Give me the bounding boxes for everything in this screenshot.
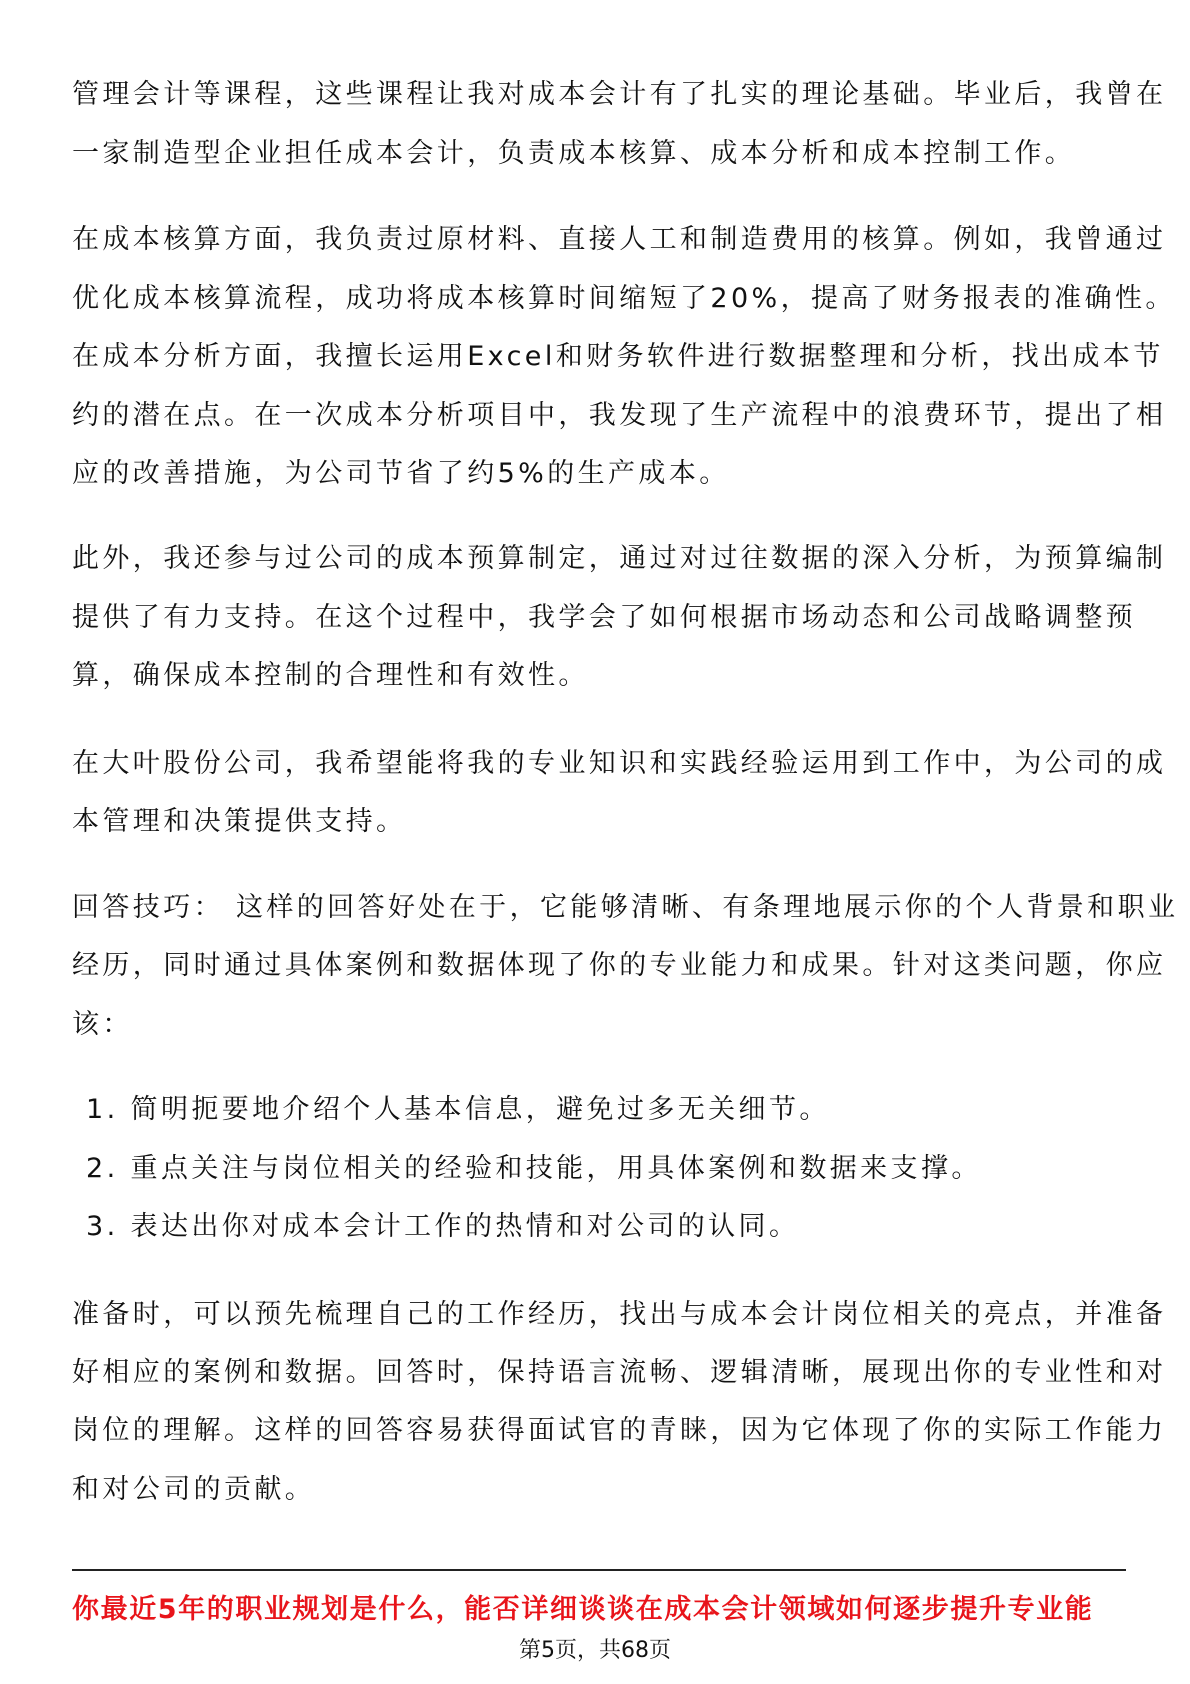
paragraph-line: 优化成本核算流程，成功将成本核算时间缩短了20%，提高了财务报表的准确性。 xyxy=(72,283,1176,314)
paragraph-line: 一家制造型企业担任成本会计，负责成本核算、成本分析和成本控制工作。 xyxy=(72,138,1076,169)
paragraph-line: 经历，同时通过具体案例和数据体现了你的专业能力和成果。针对这类问题，你应 xyxy=(72,950,1167,981)
paragraph-line: 约的潜在点。在一次成本分析项目中，我发现了生产流程中的浪费环节，提出了相 xyxy=(72,400,1167,431)
paragraph-line: 本管理和决策提供支持。 xyxy=(72,806,407,837)
paragraph-line: 管理会计等课程，这些课程让我对成本会计有了扎实的理论基础。毕业后，我曾在 xyxy=(72,79,1167,110)
paragraph-line: 好相应的案例和数据。回答时，保持语言流畅、逻辑清晰，展现出你的专业性和对 xyxy=(72,1357,1167,1388)
paragraph-line: 该： xyxy=(72,1009,133,1040)
paragraph-line: 岗位的理解。这样的回答容易获得面试官的青睐，因为它体现了你的实际工作能力 xyxy=(72,1415,1167,1446)
list-item: 3. 表达出你对成本会计工作的热情和对公司的认同。 xyxy=(86,1211,800,1242)
list-item: 1. 简明扼要地介绍个人基本信息，避免过多无关细节。 xyxy=(86,1094,830,1125)
paragraph-line: 应的改善措施，为公司节省了约5%的生产成本。 xyxy=(72,458,730,489)
paragraph-line: 此外，我还参与过公司的成本预算制定，通过对过往数据的深入分析，为预算编制 xyxy=(72,543,1167,574)
paragraph-line: 回答技巧： 这样的回答好处在于，它能够清晰、有条理地展示你的个人背景和职业 xyxy=(72,892,1179,923)
paragraph-line: 准备时，可以预先梳理自己的工作经历，找出与成本会计岗位相关的亮点，并准备 xyxy=(72,1299,1167,1330)
list-item: 2. 重点关注与岗位相关的经验和技能，用具体案例和数据来支撑。 xyxy=(86,1153,982,1184)
paragraph-line: 算，确保成本控制的合理性和有效性。 xyxy=(72,660,589,691)
paragraph-line: 在成本分析方面，我擅长运用Excel和财务软件进行数据整理和分析，找出成本节 xyxy=(72,341,1164,372)
paragraph-line: 和对公司的贡献。 xyxy=(72,1474,316,1505)
paragraph-line: 在大叶股份公司，我希望能将我的专业知识和实践经验运用到工作中，为公司的成 xyxy=(72,748,1167,779)
paragraph-line: 提供了有力支持。在这个过程中，我学会了如何根据市场动态和公司战略调整预 xyxy=(72,602,1136,633)
next-question-heading: 你最近5年的职业规划是什么，能否详细谈谈在成本会计领域如何逐步提升专业能 xyxy=(72,1594,1094,1625)
paragraph-line: 在成本核算方面，我负责过原材料、直接人工和制造费用的核算。例如，我曾通过 xyxy=(72,224,1167,255)
page-number: 第5页，共68页 xyxy=(519,1638,671,1663)
divider xyxy=(72,1569,1126,1571)
